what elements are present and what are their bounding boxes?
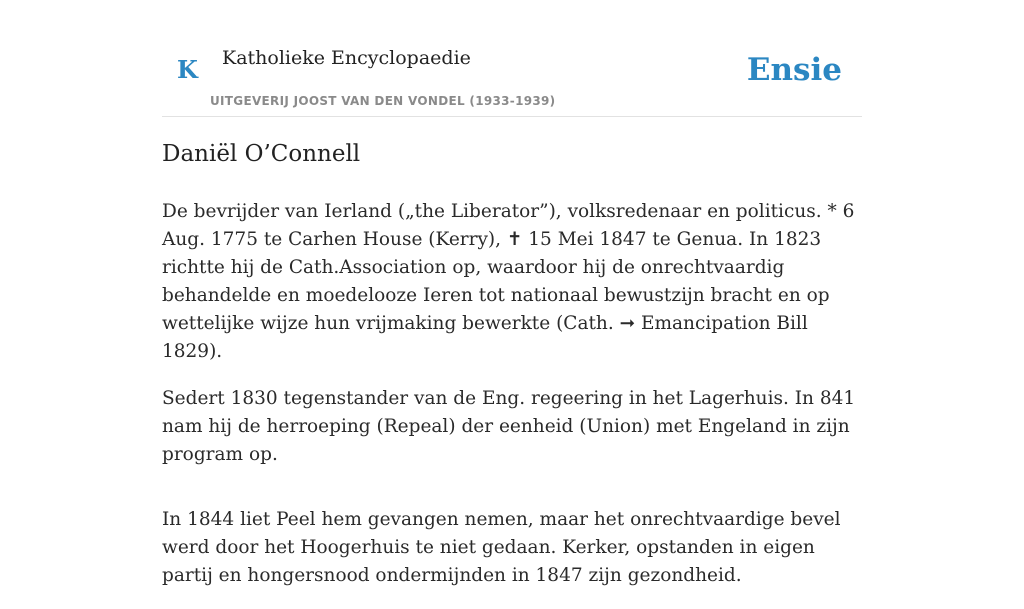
article-paragraph: In 1844 liet Peel hem gevangen nemen, maar het onrechtvaardige bevel werd door het Hoogerhuis te niet gedaan. Kerker, opstanden in eigen partij en hongersnood ondermijnden in 1847 zijn gezondheid.: [162, 509, 841, 586]
publication-logo[interactable]: K: [177, 55, 198, 84]
article: [162, 138, 862, 609]
publisher-subtitle: UITGEVERIJ JOOST VAN DEN VONDEL (1933-1939): [210, 94, 556, 108]
article-title: Daniël O’Connell: [162, 141, 361, 167]
site-header: [162, 0, 862, 117]
publication-title[interactable]: Katholieke Encyclopaedie: [222, 47, 471, 69]
article-paragraph: Sedert 1830 tegenstander van de Eng. regeering in het Lagerhuis. In 841 nam hij de herroeping (Repeal) der eenheid (Union) met Engeland in zijn program op.: [162, 388, 856, 465]
article-paragraph: De bevrijder van Ierland („the Liberator”), volksredenaar en politicus. * 6 Aug. 1775 te Carhen House (Kerry), ✝ 15 Mei 1847 te Genua. In 1823 richtte hij de Cath.Association op, waardoor hij de onrechtvaardig behandelde en moedelooze Ieren tot nationaal bewustzijn bracht en op wettelijke wijze hun vrijmaking bewerkte (Cath. ➞ Emancipation Bill 1829).: [162, 201, 855, 362]
ensie-logo[interactable]: Ensie: [746, 52, 842, 88]
